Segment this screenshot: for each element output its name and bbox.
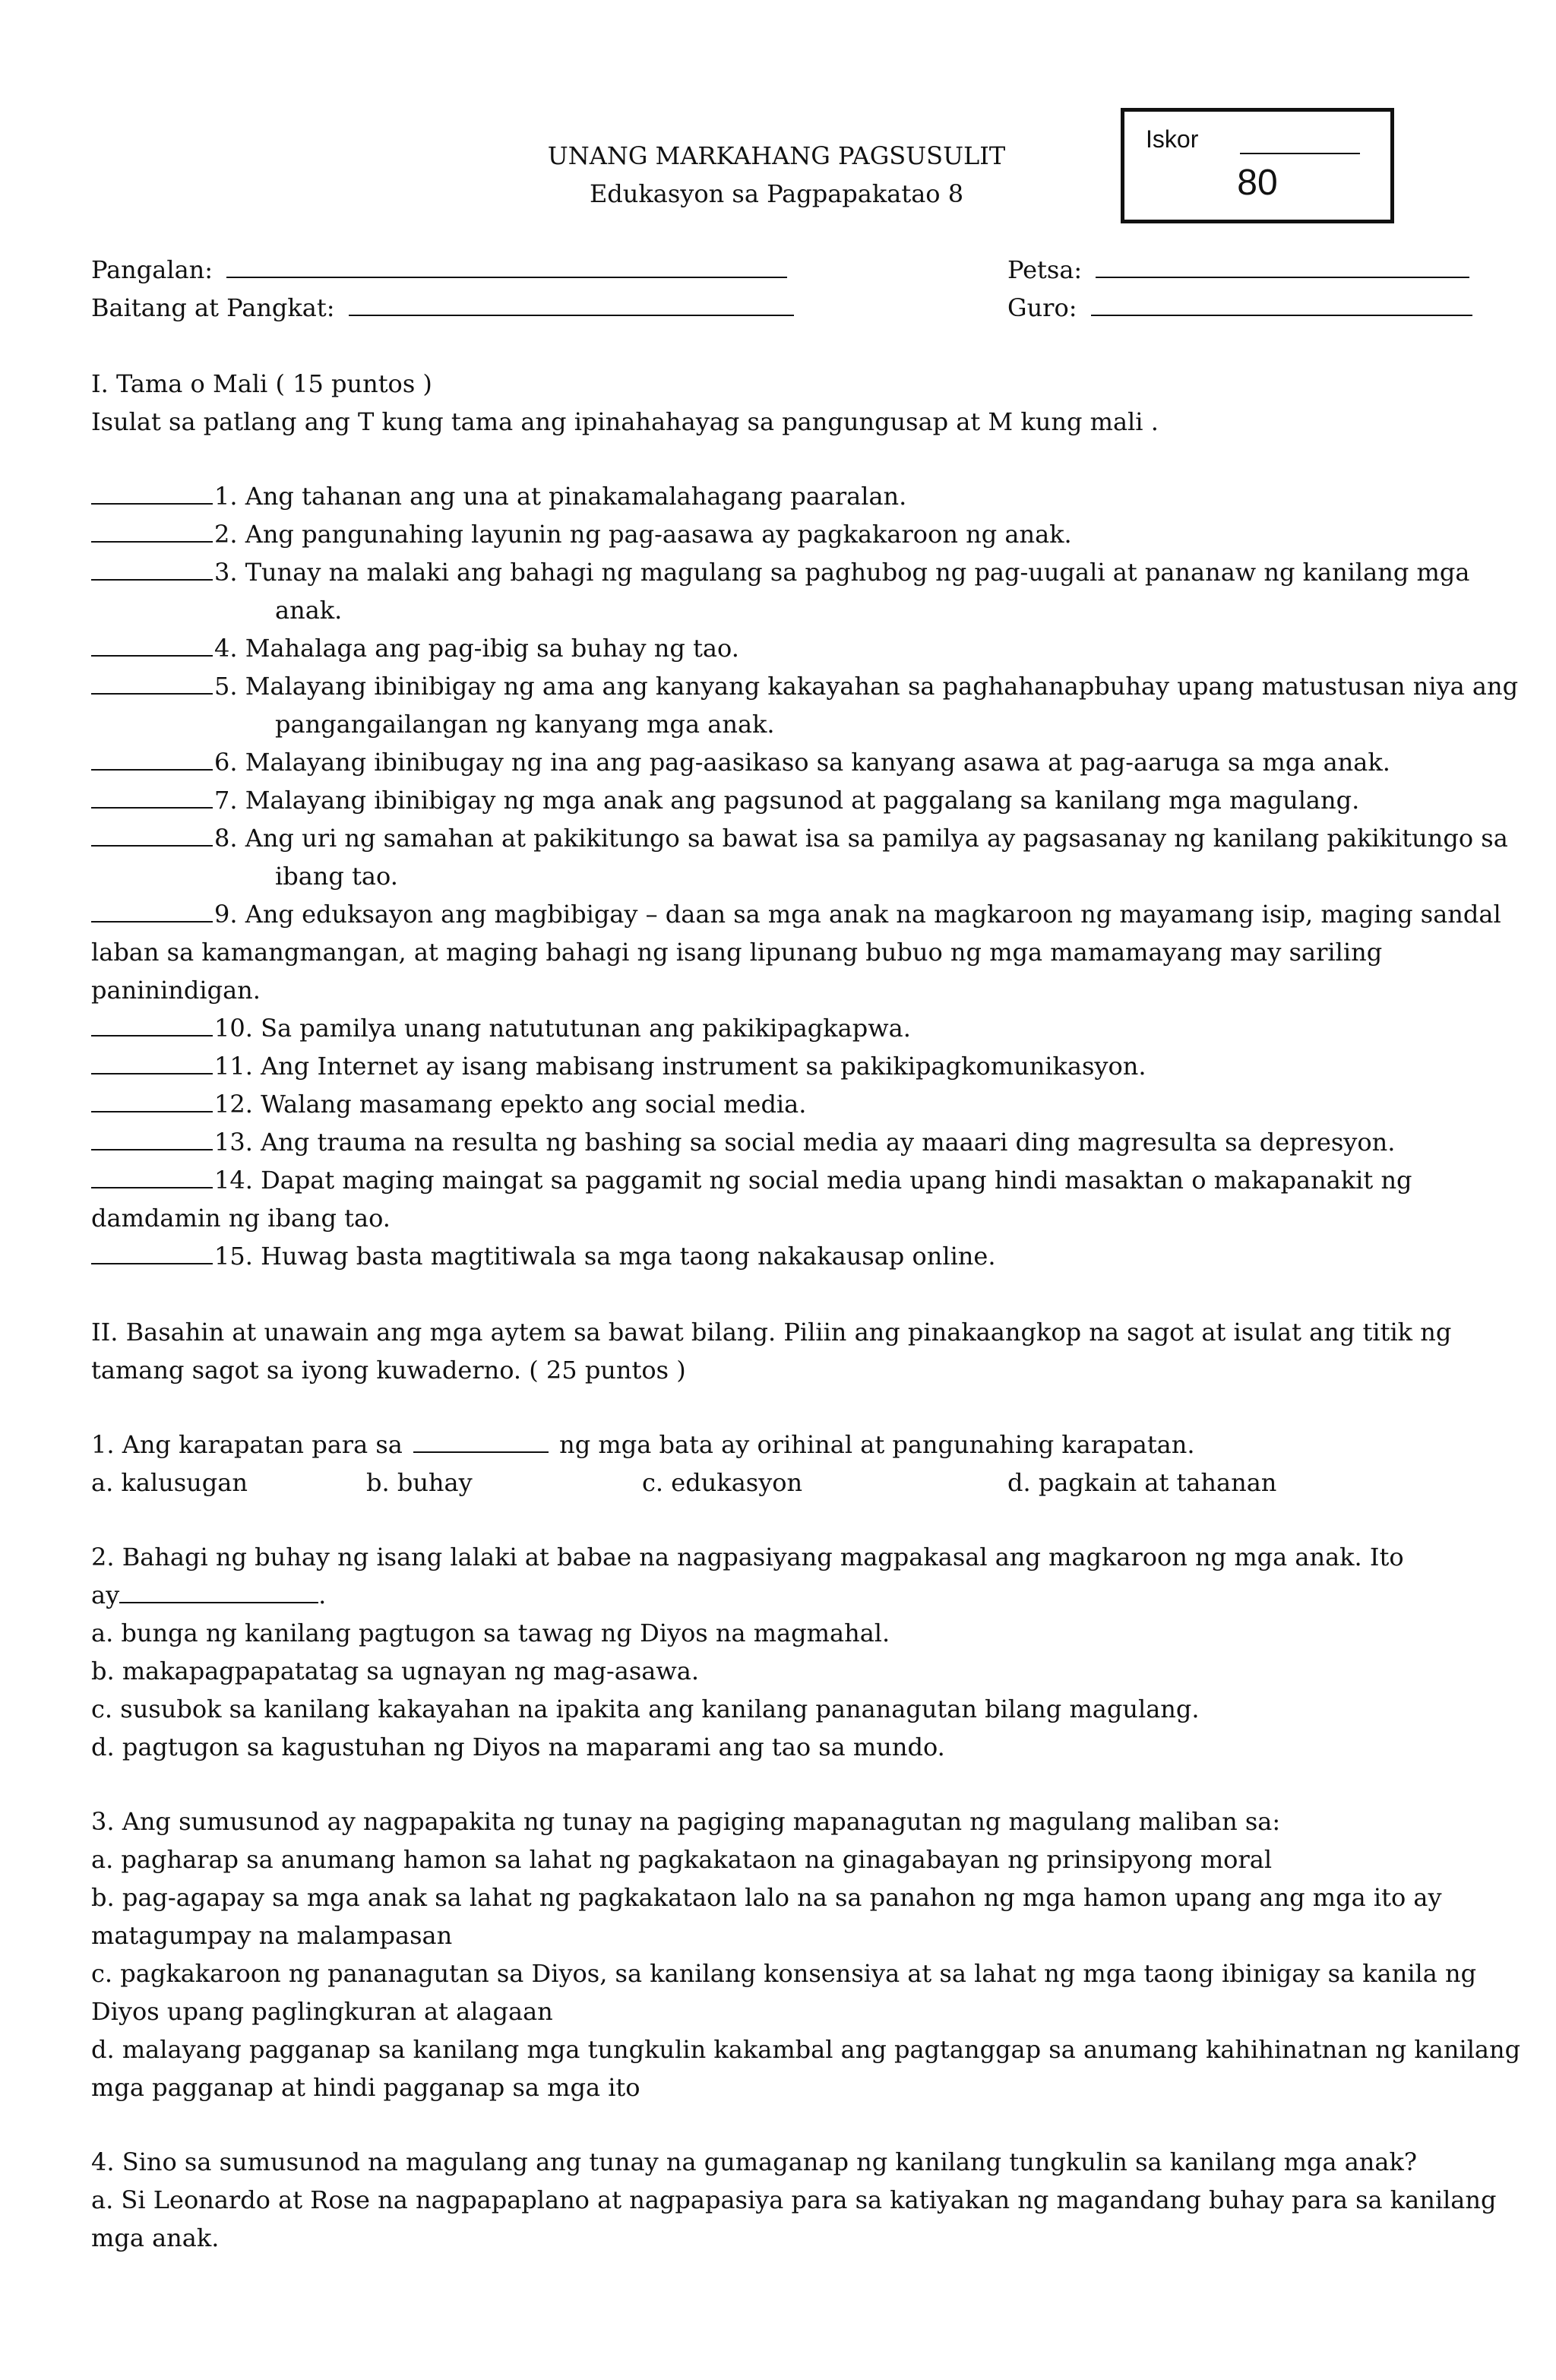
exam-subject: Edukasyon sa Pagpapakatao 8 (589, 179, 964, 208)
field-pangalan (91, 251, 787, 289)
guro-blank[interactable] (1091, 289, 1472, 316)
part2-intro-1: II. Basahin at unawain ang mga aytem sa bawat bilang. Piliin ang pinakaangkop na sagot at isulat ang titik ng (91, 1318, 1452, 1347)
tf-item-15: 15. Huwag basta magtitiwala sa mga taong nakakausap online. (91, 1237, 996, 1275)
q3-option-c[interactable]: c. pagkakaroon ng pananagutan sa Diyos, sa kanilang konsensiya at sa lahat ng mga taong ibinigay sa kanila ng (91, 1959, 1477, 1988)
answer-blank[interactable] (91, 781, 213, 809)
tf-item-8: 8. Ang uri ng samahan at pakikitungo sa bawat isa sa pamilya ay pagsasanay ng kanilang pakikitungo sa (91, 819, 1508, 857)
tf-item-3: 3. Tunay na malaki ang bahagi ng magulang sa paghubog ng pag-uugali at pananaw ng kanilang mga (91, 553, 1469, 591)
answer-blank[interactable] (91, 743, 213, 771)
answer-blank[interactable] (91, 1085, 213, 1112)
field-baitang-label: Baitang at Pangkat: (91, 293, 335, 322)
field-baitang (91, 289, 794, 327)
part1-instruction: Isulat sa patlang ang T kung tama ang ipinahahayag sa pangungusap at M kung mali . (91, 407, 1159, 436)
exam-title: UNANG MARKAHANG PAGSUSULIT (547, 141, 1006, 170)
baitang-blank[interactable] (349, 289, 794, 316)
part1-heading: I. Tama o Mali ( 15 puntos ) (91, 369, 432, 398)
q1-stem: 1. Ang karapatan para sa ng mga bata ay orihinal at pangunahing karapatan. (91, 1426, 1195, 1464)
answer-blank[interactable] (91, 1237, 213, 1264)
q3-option-d[interactable]: d. malayang pagganap sa kanilang mga tungkulin kakambal ang pagtanggap sa anumang kahihinatnan ng kanilang (91, 2035, 1521, 2064)
answer-blank[interactable] (91, 477, 213, 505)
answer-blank[interactable] (91, 1047, 213, 1074)
field-pangalan-label: Pangalan: (91, 255, 213, 284)
tf-item-12: 12. Walang masamang epekto ang social media. (91, 1085, 806, 1123)
score-label: Iskor (1146, 125, 1199, 153)
answer-blank[interactable] (91, 1009, 213, 1037)
score-value: 80 (1237, 163, 1278, 203)
q4-option-a[interactable]: a. Si Leonardo at Rose na nagpapaplano at nagpapasiya para sa katiyakan ng magandang buhay para sa kanilang (91, 2185, 1497, 2214)
answer-blank[interactable] (91, 629, 213, 657)
pangalan-blank[interactable] (226, 251, 787, 278)
q3-option-d-cont: mga pagganap at hindi pagganap sa mga ito (91, 2073, 640, 2102)
q2-stem-2: ay . (91, 1576, 326, 1614)
tf-item-14: 14. Dapat maging maingat sa paggamit ng social media upang hindi masaktan o makapanakit ng (91, 1161, 1412, 1199)
q3-stem: 3. Ang sumusunod ay nagpapakita ng tunay na pagiging mapanagutan ng magulang maliban sa: (91, 1807, 1281, 1836)
tf-item-3-cont: anak. (275, 596, 343, 625)
field-petsa (1007, 251, 1469, 289)
tf-item-9: 9. Ang eduksayon ang magbibigay – daan sa mga anak na magkaroon ng mayamang isip, maging sandal (91, 895, 1501, 933)
q4-option-a-cont: mga anak. (91, 2223, 220, 2252)
q2-blank[interactable] (119, 1576, 318, 1603)
tf-item-11: 11. Ang Internet ay isang mabisang instrument sa pakikipagkomunikasyon. (91, 1047, 1146, 1085)
tf-item-10: 10. Sa pamilya unang natututunan ang pakikipagkapwa. (91, 1009, 911, 1047)
part2-intro-2: tamang sagot sa iyong kuwaderno. ( 25 puntos ) (91, 1356, 686, 1385)
answer-blank[interactable] (91, 553, 213, 581)
tf-item-6: 6. Malayang ibinibugay ng ina ang pag-aasikaso sa kanyang asawa at pag-aaruga sa mga anak. (91, 743, 1390, 781)
score-box (1121, 108, 1394, 223)
tf-item-13: 13. Ang trauma na resulta ng bashing sa social media ay maaari ding magresulta sa depresyon. (91, 1123, 1395, 1161)
q1-option-d[interactable]: d. pagkain at tahanan (1007, 1468, 1277, 1497)
petsa-blank[interactable] (1096, 251, 1469, 278)
q1-option-c[interactable]: c. edukasyon (642, 1468, 803, 1497)
tf-item-8-cont: ibang tao. (275, 862, 398, 891)
q3-option-b-cont: matagumpay na malampasan (91, 1921, 453, 1950)
q2-option-c[interactable]: c. susubok sa kanilang kakayahan na ipakita ang kanilang pananagutan bilang magulang. (91, 1695, 1200, 1723)
answer-blank[interactable] (91, 1161, 213, 1188)
tf-item-5: 5. Malayang ibinibigay ng ama ang kanyang kakayahan sa paghahanapbuhay upang matustusan niya ang (91, 667, 1518, 705)
answer-blank[interactable] (91, 515, 213, 543)
tf-item-4: 4. Mahalaga ang pag-ibig sa buhay ng tao. (91, 629, 739, 667)
q2-stem-1: 2. Bahagi ng buhay ng isang lalaki at babae na nagpasiyang magpakasal ang magkaroon ng mga anak. Ito (91, 1543, 1404, 1571)
answer-blank[interactable] (91, 819, 213, 847)
field-guro (1007, 289, 1472, 327)
q3-option-b[interactable]: b. pag-agapay sa mga anak sa lahat ng pagkakataon lalo na sa panahon ng mga hamon upang ang mga ito ay (91, 1883, 1442, 1912)
field-petsa-label: Petsa: (1007, 255, 1083, 284)
q1-option-b[interactable]: b. buhay (366, 1468, 473, 1497)
tf-item-9-cont-1: laban sa kamangmangan, at maging bahagi ng isang lipunang bubuo ng mga mamamayang may sariling (91, 938, 1383, 967)
tf-item-7: 7. Malayang ibinibigay ng mga anak ang pagsunod at paggalang sa kanilang mga magulang. (91, 781, 1359, 819)
tf-item-14-cont: damdamin ng ibang tao. (91, 1204, 391, 1233)
answer-blank[interactable] (91, 1123, 213, 1150)
q4-stem: 4. Sino sa sumusunod na magulang ang tunay na gumaganap ng kanilang tungkulin sa kanilang mga anak? (91, 2147, 1418, 2176)
q3-option-c-cont: Diyos upang paglingkuran at alagaan (91, 1997, 553, 2026)
answer-blank[interactable] (91, 895, 213, 923)
tf-item-5-cont: pangangailangan ng kanyang mga anak. (275, 710, 775, 739)
q2-option-a[interactable]: a. bunga ng kanilang pagtugon sa tawag ng Diyos na magmahal. (91, 1619, 890, 1647)
q1-blank[interactable] (413, 1426, 549, 1453)
score-line (1240, 153, 1360, 154)
tf-item-1: 1. Ang tahanan ang una at pinakamalahagang paaralan. (91, 477, 906, 515)
q2-option-d[interactable]: d. pagtugon sa kagustuhan ng Diyos na maparami ang tao sa mundo. (91, 1733, 945, 1761)
q2-option-b[interactable]: b. makapagpapatatag sa ugnayan ng mag-asawa. (91, 1657, 700, 1685)
tf-item-2: 2. Ang pangunahing layunin ng pag-aasawa ay pagkakaroon ng anak. (91, 515, 1072, 553)
q3-option-a[interactable]: a. pagharap sa anumang hamon sa lahat ng pagkakataon na ginagabayan ng prinsipyong moral (91, 1845, 1273, 1874)
q1-option-a[interactable]: a. kalusugan (91, 1468, 248, 1497)
field-guro-label: Guro: (1007, 293, 1077, 322)
tf-item-9-cont-2: paninindigan. (91, 976, 261, 1005)
answer-blank[interactable] (91, 667, 213, 695)
